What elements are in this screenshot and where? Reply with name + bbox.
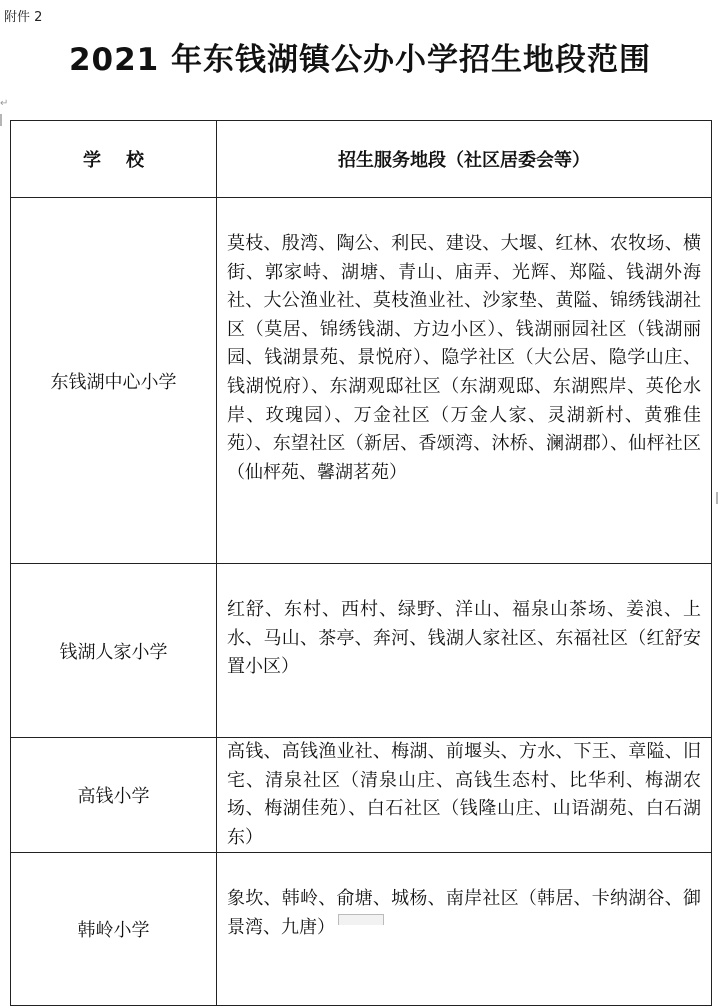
page-title: 2021 年东钱湖镇公办小学招生地段范围 <box>68 42 652 78</box>
table-margin-marker <box>716 492 718 504</box>
attachment-label: 附件 2 <box>4 10 43 25</box>
table-margin-marker <box>0 114 2 126</box>
header-zone: 招生服务地段（社区居委会等） <box>217 121 712 198</box>
table-row <box>11 738 712 853</box>
enrollment-zone-table <box>10 120 712 1006</box>
school-name: 韩岭小学 <box>11 853 217 1006</box>
zone-description: 象坎、韩岭、俞塘、城杨、南岸社区（韩居、卡纳湖谷、御景湾、九唐） <box>217 853 712 1006</box>
table-header-row <box>11 121 712 198</box>
page-scroll-handle[interactable] <box>338 914 384 925</box>
school-name: 高钱小学 <box>11 738 217 853</box>
table-row <box>11 564 712 738</box>
zone-description: 莫枝、殷湾、陶公、利民、建设、大堰、红林、农牧场、横街、郭家峙、湖塘、青山、庙弄、光辉、郑隘、钱湖外海社、大公渔业社、莫枝渔业社、沙家垫、黄隘、锦绣钱湖社区（莫居、锦绣钱湖、方边小区）、钱湖丽园社区（钱湖丽园、钱湖景苑、景悦府）、隐学社区（大公居、隐学山庄、钱湖悦府）、东湖观邸社区（东湖观邸、东湖熙岸、英伦水岸、玫瑰园）、万金社区（万金人家、灵湖新村、黄雅佳苑）、东望社区（新居、香颂湾、沐桥、澜湖郡）、仙枰社区（仙枰苑、馨湖茗苑） <box>217 198 712 564</box>
zone-description: 红舒、东村、西村、绿野、洋山、福泉山茶场、姜浪、上水、马山、茶亭、奔河、钱湖人家社区、东福社区（红舒安置小区） <box>217 564 712 738</box>
table-row <box>11 853 712 1006</box>
school-name: 钱湖人家小学 <box>11 564 217 738</box>
school-name: 东钱湖中心小学 <box>11 198 217 564</box>
paragraph-mark-icon: ↵ <box>0 98 9 109</box>
table-row <box>11 198 712 564</box>
zone-description: 高钱、高钱渔业社、梅湖、前堰头、方水、下王、章隘、旧宅、清泉社区（清泉山庄、高钱生态村、比华利、梅湖农场、梅湖佳苑）、白石社区（钱隆山庄、山语湖苑、白石湖东） <box>217 738 712 853</box>
header-school: 学 校 <box>11 121 217 198</box>
